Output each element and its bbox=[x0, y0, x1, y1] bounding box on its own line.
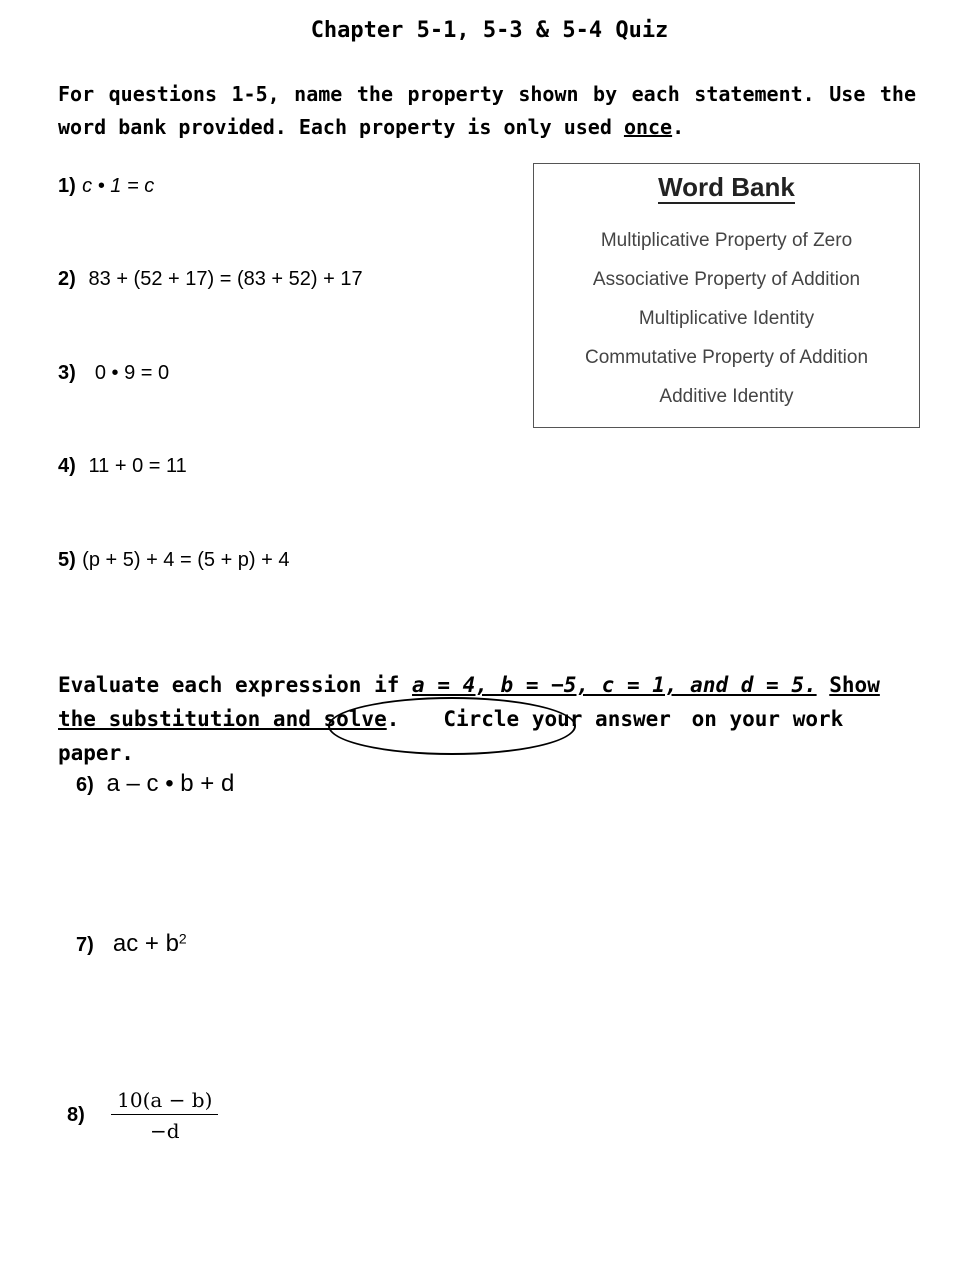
answer-circle-ellipse bbox=[328, 697, 576, 755]
instructions-period: . bbox=[672, 115, 685, 139]
question-expression: 0 • 9 = 0 bbox=[94, 362, 170, 384]
instructions-emphasis: once bbox=[623, 115, 673, 139]
page-title: Chapter 5-1, 5-3 & 5-4 Quiz bbox=[310, 18, 669, 43]
question-7 bbox=[76, 930, 187, 958]
word-bank-list bbox=[534, 221, 919, 416]
evaluate-intro: Evaluate each expression if bbox=[58, 673, 400, 697]
question-number: 7) bbox=[76, 934, 94, 956]
question-8 bbox=[67, 1088, 218, 1143]
question-expression: c • 1 = c bbox=[82, 175, 155, 197]
word-bank-item: Associative Property of Addition bbox=[592, 269, 861, 290]
word-bank-item: Multiplicative Identity bbox=[638, 308, 815, 329]
question-expression: (p + 5) + 4 = (5 + p) + 4 bbox=[82, 549, 290, 571]
question-3 bbox=[58, 360, 169, 385]
evaluate-period: . bbox=[386, 707, 400, 731]
question-expression: 83 + (52 + 17) = (83 + 52) + 17 bbox=[88, 268, 363, 290]
evaluate-circle-text: Circle your answer bbox=[443, 707, 671, 731]
question-number: 4) bbox=[58, 455, 76, 477]
evaluate-show: Show the substitution and solve bbox=[58, 673, 880, 731]
question-expression: a – c • b + d bbox=[106, 770, 235, 797]
word-bank-item: Multiplicative Property of Zero bbox=[600, 230, 853, 251]
question-2 bbox=[58, 266, 363, 291]
word-bank bbox=[533, 163, 920, 428]
question-number: 1) bbox=[58, 175, 76, 197]
question-number: 3) bbox=[58, 362, 76, 384]
word-bank-item: Commutative Property of Addition bbox=[584, 347, 869, 368]
fraction bbox=[111, 1088, 218, 1143]
question-5 bbox=[58, 547, 290, 572]
evaluate-values: a = 4, b = −5, c = 1, and d = 5. bbox=[412, 673, 817, 697]
evaluate-tail: on your work paper. bbox=[58, 707, 844, 765]
word-bank-item: Additive Identity bbox=[659, 386, 794, 407]
question-number: 2) bbox=[58, 268, 76, 290]
question-number: 8) bbox=[67, 1104, 85, 1126]
question-expression: 11 + 0 = 11 bbox=[88, 455, 187, 477]
question-number: 6) bbox=[76, 774, 94, 796]
word-bank-title: Word Bank bbox=[658, 172, 795, 202]
question-1 bbox=[58, 173, 154, 198]
question-expression: ac + b bbox=[112, 930, 179, 957]
question-4 bbox=[58, 453, 187, 478]
instructions bbox=[58, 78, 916, 144]
question-number: 5) bbox=[58, 549, 76, 571]
fraction-denominator: −d bbox=[150, 1119, 180, 1143]
instructions-text: For questions 1-5, name the property shown by each statement. Use the word bank provided. Each property is only used bbox=[58, 82, 916, 139]
exponent: 2 bbox=[178, 930, 187, 947]
question-6 bbox=[76, 770, 234, 798]
fraction-numerator: 10(a − b) bbox=[111, 1088, 218, 1115]
